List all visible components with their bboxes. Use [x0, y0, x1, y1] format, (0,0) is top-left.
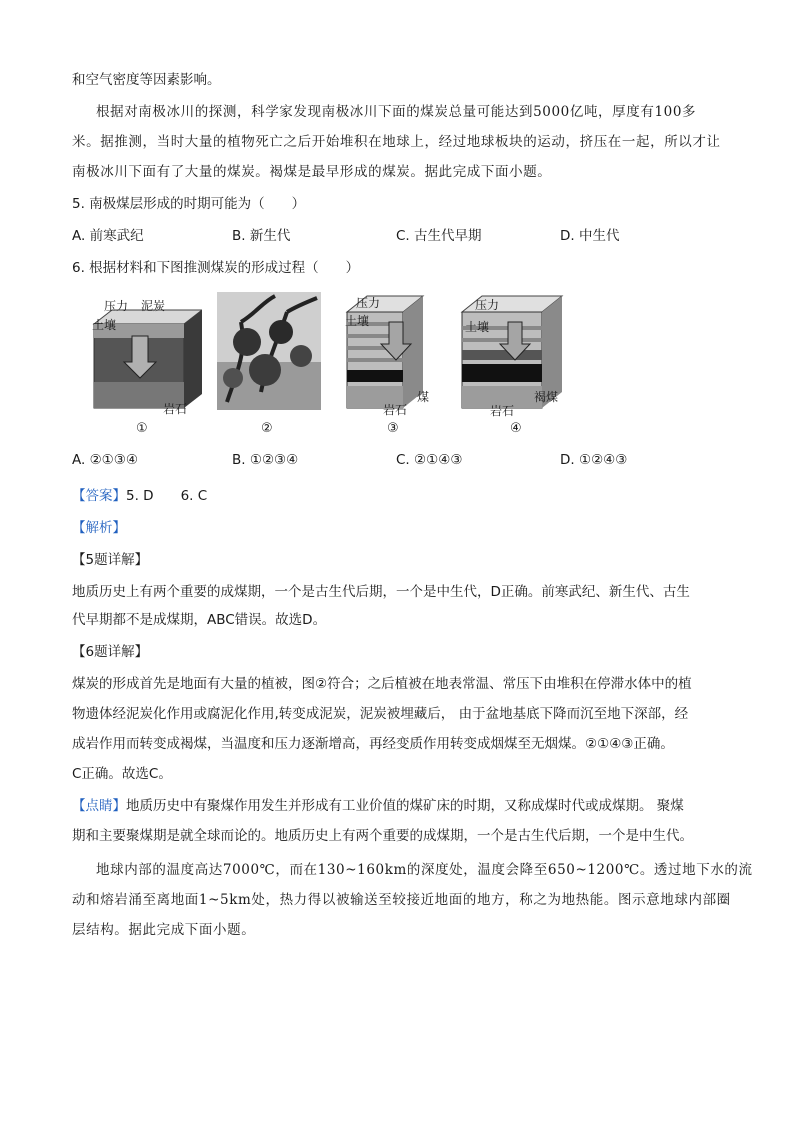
q5-stem: 5. 南极煤层形成的时期可能为（ ） [72, 196, 306, 212]
q5-detail-title: 【5题详解】 [72, 552, 149, 568]
comment-tag: 【点睛】 [72, 798, 126, 814]
figure-1-caption: ① [136, 421, 148, 436]
fig4-soil-label: 土壤 [465, 320, 490, 334]
comment-line1 [72, 794, 684, 814]
answer-tag: 【答案】 [72, 488, 126, 504]
fig3-rock-label: 岩石 [383, 403, 408, 417]
fig4-lignite-label: 褐煤 [534, 390, 559, 404]
figure-4-caption: ④ [510, 421, 522, 436]
fig1-soil-label: 土壤 [92, 318, 117, 332]
figure-3-caption: ③ [387, 421, 399, 436]
material2-line3: 层结构。据此完成下面小题。 [72, 922, 256, 938]
q6-detail-line4: C正确。故选C。 [72, 766, 172, 782]
answer-line [72, 484, 207, 504]
fig4-rock-label: 岩石 [490, 404, 515, 418]
fig1-rock-label: 岩石 [163, 402, 188, 416]
analysis-tag: 【解析】 [72, 520, 126, 536]
q6-option-d: D. ①②④③ [560, 452, 628, 468]
q6-option-a: A. ②①③④ [72, 452, 138, 468]
material2-line1: 地球内部的温度高达7000℃，而在130~160km的深度处，温度会降至650~1200℃。透过地下水的流 [96, 862, 753, 878]
fig1-pressure-label: 压力 [104, 299, 129, 313]
fig4-pressure-label: 压力 [475, 298, 500, 312]
q5-option-c: C. 古生代早期 [396, 228, 482, 244]
fig3-coal-label: 煤 [417, 390, 430, 404]
figure-2-caption: ② [261, 421, 273, 436]
q5-detail-line1: 地质历史上有两个重要的成煤期，一个是古生代后期，一个是中生代，D正确。前寒武纪、新生代、古生 [72, 584, 690, 600]
material1-line2: 米。据推测，当时大量的植物死亡之后开始堆积在地球上，经过地球板块的运动，挤压在一起，所以才让 [72, 134, 721, 150]
comment-text-1: 地质历史中有聚煤作用发生并形成有工业价值的煤矿床的时期，又称成煤时代或成煤期。 聚煤 [126, 798, 684, 814]
q6-detail-line1: 煤炭的形成首先是地面有大量的植被，图②符合；之后植被在地表常温、常压下由堆积在停滞水体中的植 [72, 676, 692, 692]
q6-stem: 6. 根据材料和下图推测煤炭的形成过程（ ） [72, 260, 360, 276]
fig1-peat-label: 泥炭 [141, 299, 166, 313]
q5-option-b: B. 新生代 [232, 228, 291, 244]
figure-2-vegetation-photo [217, 292, 321, 410]
answer-text: 5. D 6. C [126, 488, 208, 504]
material1-line1: 根据对南极冰川的探测，科学家发现南极冰川下面的煤炭总量可能达到5000亿吨，厚度有100多 [96, 104, 697, 120]
q6-option-b: B. ①②③④ [232, 452, 299, 468]
q5-option-d: D. 中生代 [560, 228, 620, 244]
material2-line2: 动和熔岩涌至离地面1~5km处，热力得以被输送至较接近地面的地方，称之为地热能。图示意地球内部圈 [72, 892, 731, 908]
comment-line2: 期和主要聚煤期是就全球而论的。地质历史上有两个重要的成煤期，一个是古生代后期，一个是中生代。 [72, 828, 693, 844]
q5-detail-line2: 代早期都不是成煤期，ABC错误。故选D。 [72, 612, 327, 628]
fig3-soil-label: 土壤 [345, 314, 370, 328]
q6-detail-title: 【6题详解】 [72, 644, 149, 660]
q6-detail-line2: 物遗体经泥炭化作用或腐泥化作用,转变成泥炭，泥炭被埋藏后， 由于盆地基底下降而沉至地下深部，经 [72, 706, 689, 722]
fig3-pressure-label: 压力 [356, 296, 381, 310]
q6-detail-line3: 成岩作用而转变成褐煤，当温度和压力逐渐增高，再经变质作用转变成烟煤至无烟煤。②①④③正确。 [72, 736, 674, 752]
q6-option-c: C. ②①④③ [396, 452, 463, 468]
intro-tail-text: 和空气密度等因素影响。 [72, 72, 221, 88]
material1-line3: 南极冰川下面有了大量的煤炭。褐煤是最早形成的煤炭。据此完成下面小题。 [72, 164, 552, 180]
q5-option-a: A. 前寒武纪 [72, 228, 144, 244]
